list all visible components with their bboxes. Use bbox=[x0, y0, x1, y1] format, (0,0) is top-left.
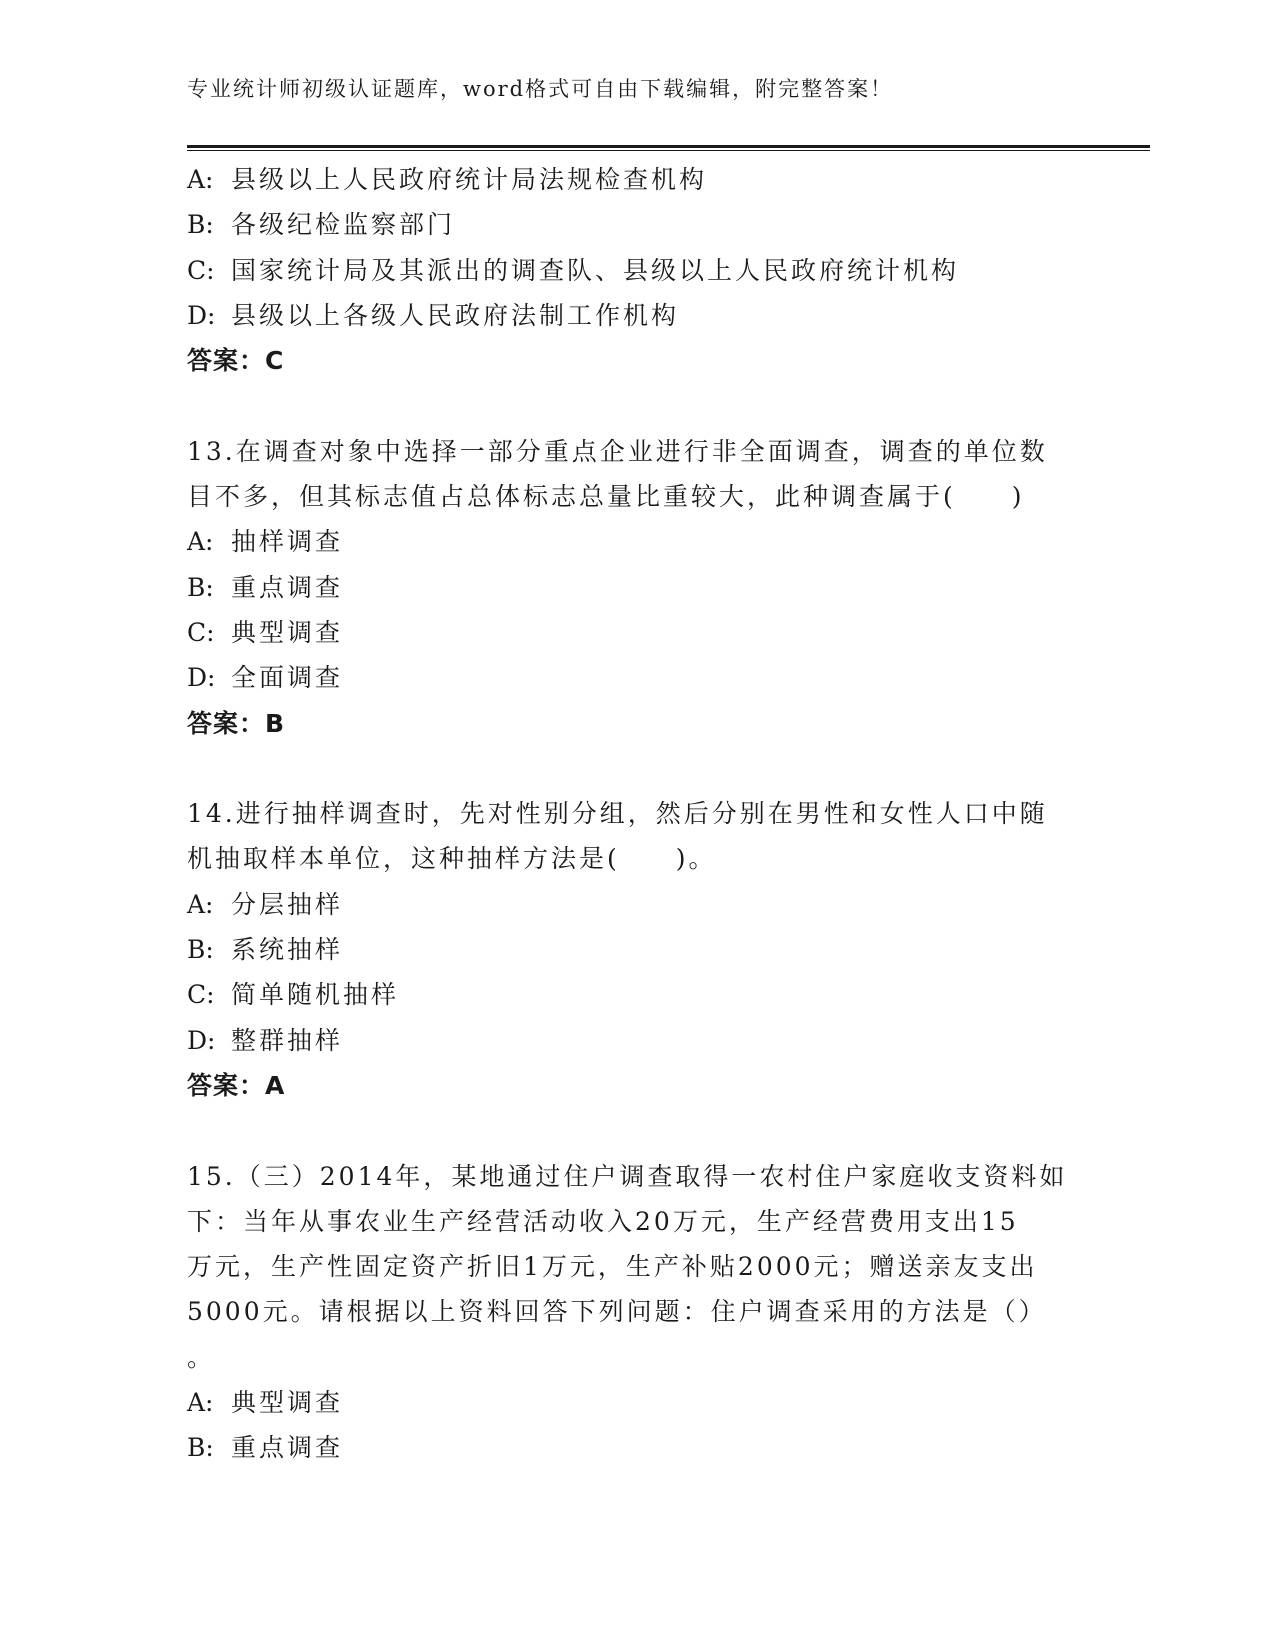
q15-stem-line-4: 5000元。请根据以上资料回答下列问题：住户调查采用的方法是（） bbox=[187, 1297, 1047, 1327]
q14-stem-line-2: 机抽取样本单位，这种抽样方法是( )。 bbox=[187, 844, 717, 874]
q12-option-c bbox=[187, 248, 1087, 293]
q15-stem-line-5: 。 bbox=[187, 1342, 216, 1372]
page-header: 专业统计师初级认证题库，word格式可自由下载编辑，附完整答案！ bbox=[187, 77, 894, 101]
q12-option-b bbox=[187, 202, 1087, 247]
q14-option-d bbox=[187, 1018, 1087, 1063]
q13-option-b bbox=[187, 565, 1087, 610]
spacer bbox=[187, 746, 1087, 791]
q15-stem-line-3: 万元，生产性固定资产折旧1万元，生产补贴2000元；赠送亲友支出 bbox=[187, 1252, 1038, 1282]
option-letter: A: bbox=[187, 527, 214, 557]
q14-stem-line-1: 14.进行抽样调查时，先对性别分组，然后分别在男性和女性人口中随 bbox=[187, 799, 1048, 829]
q14-answer: 答案：A bbox=[187, 1070, 286, 1100]
option-text: 县级以上各级人民政府法制工作机构 bbox=[231, 300, 680, 330]
q13-option-a bbox=[187, 519, 1087, 564]
option-text: 分层抽样 bbox=[231, 889, 344, 919]
option-letter: C: bbox=[187, 980, 215, 1010]
spacer bbox=[187, 1108, 1087, 1153]
q14-option-c bbox=[187, 972, 1087, 1017]
option-text: 典型调查 bbox=[231, 1388, 344, 1418]
q15-option-a bbox=[187, 1380, 1087, 1425]
option-text: 抽样调查 bbox=[231, 527, 344, 557]
option-text: 各级纪检监察部门 bbox=[231, 210, 456, 240]
q15-stem-line-2: 下：当年从事农业生产经营活动收入20万元，生产经营费用支出15 bbox=[187, 1206, 1019, 1236]
q13-option-c bbox=[187, 610, 1087, 655]
option-text: 系统抽样 bbox=[231, 935, 344, 965]
option-letter: C: bbox=[187, 255, 215, 285]
option-letter: B: bbox=[187, 210, 214, 240]
q15-stem-line-1: 15.（三）2014年，某地通过住户调查取得一农村住户家庭收支资料如 bbox=[187, 1161, 1068, 1191]
option-letter: A: bbox=[187, 889, 214, 919]
q15-option-b bbox=[187, 1425, 1087, 1470]
question-content bbox=[187, 157, 1087, 1471]
option-text: 典型调查 bbox=[231, 617, 344, 647]
option-text: 重点调查 bbox=[231, 1433, 344, 1463]
option-letter: D: bbox=[187, 300, 216, 330]
spacer bbox=[187, 383, 1087, 428]
option-letter: A: bbox=[187, 165, 214, 194]
q12-option-d bbox=[187, 293, 1087, 338]
option-letter: B: bbox=[187, 935, 214, 965]
q12-answer: 答案：C bbox=[187, 346, 285, 376]
option-text: 重点调查 bbox=[231, 572, 344, 602]
option-letter: C: bbox=[187, 617, 215, 647]
option-letter: A: bbox=[187, 1388, 214, 1418]
q12-option-a bbox=[187, 157, 1087, 202]
q13-option-d bbox=[187, 655, 1087, 700]
option-text: 整群抽样 bbox=[231, 1025, 344, 1055]
option-text: 县级以上人民政府统计局法规检查机构 bbox=[231, 165, 708, 194]
q14-option-b bbox=[187, 927, 1087, 972]
q13-stem-line-1: 13.在调查对象中选择一部分重点企业进行非全面调查，调查的单位数 bbox=[187, 436, 1048, 466]
option-letter: D: bbox=[187, 663, 216, 693]
option-letter: B: bbox=[187, 1433, 214, 1463]
header-rule bbox=[187, 145, 1150, 148]
option-text: 简单随机抽样 bbox=[231, 980, 400, 1010]
header-rule-secondary bbox=[187, 150, 1150, 151]
option-letter: B: bbox=[187, 572, 214, 602]
option-text: 国家统计局及其派出的调查队、县级以上人民政府统计机构 bbox=[231, 255, 960, 285]
option-letter: D: bbox=[187, 1025, 216, 1055]
q13-answer: 答案：B bbox=[187, 708, 286, 738]
q14-option-a bbox=[187, 882, 1087, 927]
q13-stem-line-2: 目不多，但其标志值占总体标志总量比重较大，此种调查属于( ) bbox=[187, 482, 1025, 512]
option-text: 全面调查 bbox=[231, 663, 344, 693]
